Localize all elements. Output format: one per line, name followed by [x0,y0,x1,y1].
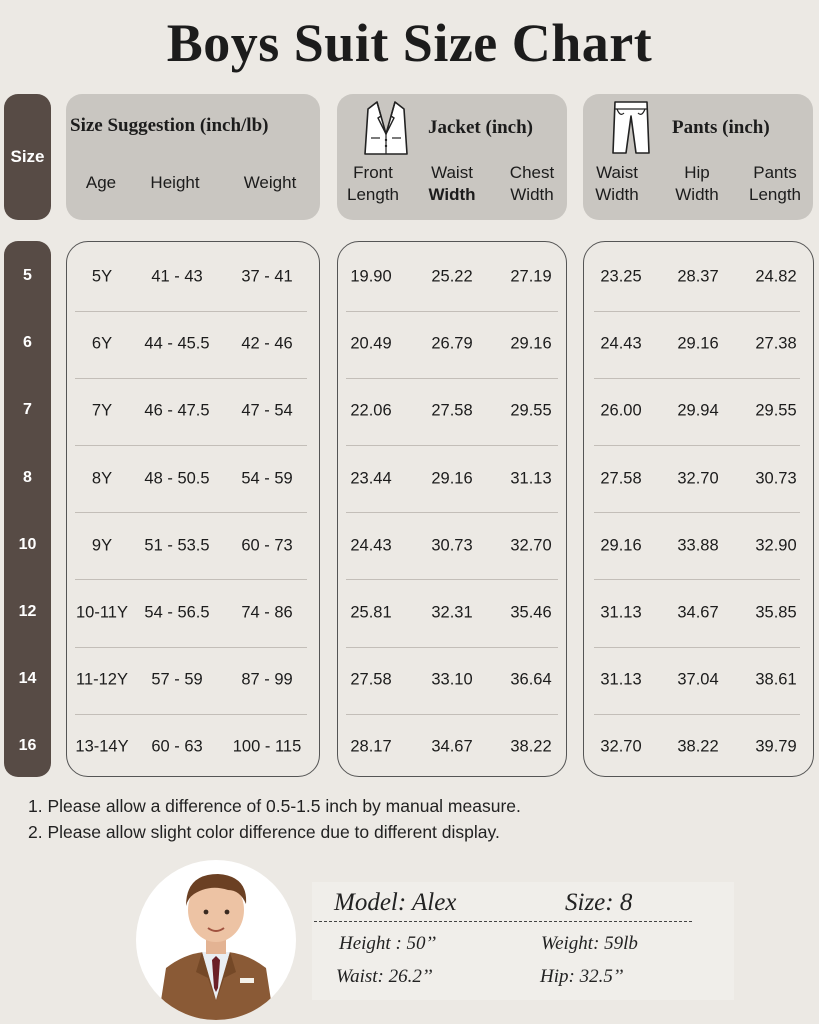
size-cell: 7 [23,401,32,419]
cell-pants-length: 30.73 [755,469,797,488]
cell-pants-waist: 24.43 [600,334,642,353]
cell-front-length: 20.49 [350,334,392,353]
cell-pants-length: 24.82 [755,267,797,286]
col-height: Height [150,173,200,192]
row-divider [75,512,307,513]
cell-chest: 36.64 [510,670,552,689]
cell-hip: 33.88 [677,536,719,555]
cell-height: 41 - 43 [151,267,203,286]
row-divider [75,311,307,312]
row-divider [346,378,558,379]
col-age: Age [85,173,117,192]
cell-weight: 42 - 46 [241,334,293,353]
cell-hip: 34.67 [677,603,719,622]
suggestion-header [66,94,320,220]
col-pants-length: Pants Length [749,163,801,204]
row-divider [346,445,558,446]
row-divider [594,445,800,446]
pants-header [583,94,813,220]
cell-height: 44 - 45.5 [144,334,210,353]
note-1: 1. Please allow a difference of 0.5-1.5 inch by manual measure. [28,796,521,816]
cell-age: 8Y [91,469,113,488]
cell-pants-waist: 26.00 [600,401,642,420]
size-cell: 12 [18,603,37,620]
row-divider [346,512,558,513]
row-divider [594,311,800,312]
cell-age: 7Y [91,401,113,420]
cell-jacket-waist: 30.73 [431,536,473,555]
cell-front-length: 19.90 [350,267,392,286]
pants-table [583,241,814,777]
cell-front-length: 22.06 [350,401,392,420]
pants-icon [611,100,651,156]
size-cell: 6 [23,334,32,352]
cell-age: 6Y [91,334,113,353]
cell-hip: 32.70 [677,469,719,488]
cell-pants-waist: 23.25 [600,267,642,286]
cell-age: 5Y [91,267,113,286]
cell-jacket-waist: 25.22 [431,267,473,286]
row-divider [75,714,307,715]
cell-weight: 54 - 59 [241,469,293,488]
col-front-length: Front Length [347,163,399,204]
cell-jacket-waist: 27.58 [431,401,473,420]
model-hip: Hip: 32.5’’ [540,966,624,987]
size-cell: 14 [18,670,37,688]
cell-weight: 87 - 99 [241,670,293,689]
row-divider [594,647,800,648]
col-chest-width: Chest Width [509,163,555,204]
row-divider [594,378,800,379]
cell-height: 60 - 63 [151,737,203,756]
row-divider [75,445,307,446]
row-divider [594,512,800,513]
cell-pants-waist: 27.58 [600,469,642,488]
suggestion-table [66,241,320,777]
cell-hip: 37.04 [677,670,719,689]
cell-age: 9Y [91,536,113,555]
col-pants-waist: Waist Width [595,163,639,204]
jacket-title: Jacket (inch) [428,117,534,138]
cell-front-length: 24.43 [350,536,392,555]
cell-jacket-waist: 32.31 [431,603,473,622]
row-divider [75,647,307,648]
size-header: Size [4,94,51,220]
note-2: 2. Please allow slight color difference due to different display. [28,822,500,842]
cell-front-length: 27.58 [350,670,392,689]
size-cell: 5 [23,267,32,284]
model-size: Size: 8 [565,889,633,916]
model-height: Height : 50’’ [339,933,437,954]
cell-chest: 38.22 [510,737,552,756]
col-hip-width: Hip Width [675,163,719,204]
cell-pants-length: 39.79 [755,737,797,756]
row-divider [346,579,558,580]
cell-chest: 27.19 [510,267,552,286]
cell-chest: 32.70 [510,536,552,555]
col-weight: Weight [243,173,297,192]
size-column [4,241,51,777]
row-divider [594,579,800,580]
col-jacket-waist: Waist Width [428,163,476,204]
cell-hip: 38.22 [677,737,719,756]
cell-jacket-waist: 33.10 [431,670,473,689]
pants-title: Pants (inch) [672,117,770,138]
cell-front-length: 23.44 [350,469,392,488]
cell-weight: 47 - 54 [241,401,293,420]
size-cell: 8 [23,468,32,486]
cell-jacket-waist: 34.67 [431,737,473,756]
cell-pants-length: 35.85 [755,603,797,622]
cell-chest: 29.16 [510,334,552,353]
cell-pants-waist: 31.13 [600,603,642,622]
cell-height: 54 - 56.5 [144,603,210,622]
cell-chest: 29.55 [510,401,552,420]
row-divider [594,714,800,715]
model-waist: Waist: 26.2’’ [336,966,433,987]
cell-weight: 37 - 41 [241,267,293,286]
cell-age: 13-14Y [75,737,129,756]
model-photo [136,860,296,1020]
jacket-header [337,94,567,220]
suggestion-title: Size Suggestion (inch/lb) [70,115,269,136]
cell-hip: 28.37 [677,267,719,286]
model-name: Model: Alex [334,889,457,916]
model-weight: Weight: 59lb [541,933,638,954]
row-divider [346,647,558,648]
jacket-icon [363,100,409,158]
row-divider [346,714,558,715]
cell-height: 46 - 47.5 [144,401,210,420]
cell-chest: 35.46 [510,603,552,622]
cell-pants-length: 32.90 [755,536,797,555]
row-divider [75,579,307,580]
cell-pants-waist: 29.16 [600,536,642,555]
cell-front-length: 28.17 [350,737,392,756]
cell-pants-length: 27.38 [755,334,797,353]
row-divider [346,311,558,312]
cell-jacket-waist: 26.79 [431,334,473,353]
row-divider [75,378,307,379]
cell-age: 10-11Y [76,603,128,622]
cell-height: 51 - 53.5 [144,536,210,555]
cell-jacket-waist: 29.16 [431,469,473,488]
cell-pants-waist: 32.70 [600,737,642,756]
cell-chest: 31.13 [510,469,552,488]
cell-weight: 74 - 86 [241,603,293,622]
cell-front-length: 25.81 [350,603,392,622]
cell-height: 57 - 59 [151,670,203,689]
cell-hip: 29.94 [677,401,719,420]
cell-pants-length: 29.55 [755,401,797,420]
jacket-table [337,241,567,777]
page-title: Boys Suit Size Chart [166,13,653,73]
cell-pants-length: 38.61 [755,670,797,689]
cell-age: 11-12Y [76,670,128,689]
cell-hip: 29.16 [677,334,719,353]
size-cell: 10 [18,535,37,553]
cell-height: 48 - 50.5 [144,469,210,488]
model-divider [314,921,692,922]
cell-weight: 100 - 115 [232,737,302,756]
size-cell: 16 [18,737,37,755]
cell-pants-waist: 31.13 [600,670,642,689]
cell-weight: 60 - 73 [241,536,293,555]
